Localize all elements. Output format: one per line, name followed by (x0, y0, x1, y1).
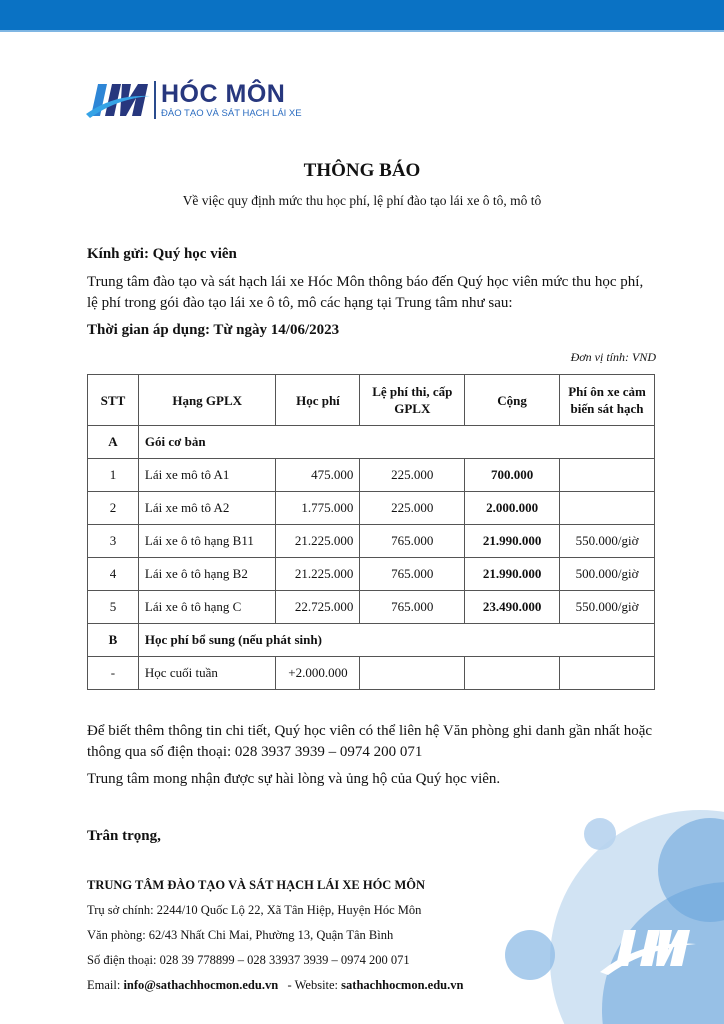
logo (86, 78, 302, 122)
cell-total: 700.000 (465, 459, 560, 492)
logo-title: HÓC MÔN (161, 79, 286, 108)
cell-name: Lái xe mô tô A2 (138, 492, 276, 525)
cell-total (465, 657, 560, 690)
cell-fee: 765.000 (360, 525, 465, 558)
header-stt: STT (88, 375, 139, 426)
table-row (88, 459, 655, 492)
table-row (88, 591, 655, 624)
cell-stt: 2 (88, 492, 139, 525)
footer-contact (87, 978, 463, 993)
decor-circle-inner (602, 882, 724, 1024)
page-subtitle: Về việc quy định mức thu học phí, lệ phí đào tạo lái xe ô tô, mô tô (182, 193, 542, 208)
unit-note: Đơn vị tính: VND (570, 350, 656, 364)
cell-fee: 225.000 (360, 459, 465, 492)
cell-total: 21.990.000 (465, 525, 560, 558)
cell-sensor (560, 492, 655, 525)
cell-name: Lái xe ô tô hạng B2 (138, 558, 276, 591)
section-a-stt: A (88, 426, 139, 459)
effective-date: Thời gian áp dụng: Từ ngày 14/06/2023 (87, 322, 340, 338)
intro-paragraph: Trung tâm đào tạo và sát hạch lái xe Hóc Môn thông báo đến Quý học viên mức thu học phí, lệ phí trong gói đào tạo lái xe ô tô, mô các hạng tại Trung tâm như sau: (87, 274, 644, 311)
page-title: THÔNG BÁO (303, 160, 421, 181)
cell-fee: 765.000 (360, 558, 465, 591)
cell-name: Lái xe ô tô hạng B11 (138, 525, 276, 558)
cell-name: Học cuối tuần (138, 657, 276, 690)
website-label: - Website: (278, 978, 342, 992)
cell-stt: 3 (88, 525, 139, 558)
footer-org: TRUNG TÂM ĐÀO TẠO VÀ SÁT HẠCH LÁI XE HÓC MÔN (87, 878, 426, 892)
section-a-label: Gói cơ bản (138, 426, 654, 459)
section-b-label: Học phí bổ sung (nếu phát sinh) (138, 624, 654, 657)
decor-circle-left (505, 930, 555, 980)
header-license-class: Hạng GPLX (138, 375, 276, 426)
cell-sensor: 550.000/giờ (560, 525, 655, 558)
header-tuition: Học phí (276, 375, 360, 426)
table-row (88, 492, 655, 525)
cell-fee (360, 657, 465, 690)
hm-logo-icon (86, 80, 152, 120)
top-bar (0, 0, 724, 32)
watermark-logo-icon (600, 930, 696, 975)
decor-circle-right (658, 818, 724, 922)
cell-total: 23.490.000 (465, 591, 560, 624)
cell-stt: - (88, 657, 139, 690)
section-row-b (88, 624, 655, 657)
table-row (88, 657, 655, 690)
table-row (88, 525, 655, 558)
footer-hq: Trụ sở chính: 2244/10 Quốc Lộ 22, Xã Tân Hiệp, Huyện Hóc Môn (87, 903, 422, 917)
logo-subtitle: ĐÀO TẠO VÀ SÁT HẠCH LÁI XE (161, 107, 302, 119)
cell-tuition: 1.775.000 (276, 492, 360, 525)
header-exam-fee: Lệ phí thi, cấp GPLX (360, 375, 465, 426)
cell-tuition: 21.225.000 (276, 558, 360, 591)
footer-office: Văn phòng: 62/43 Nhất Chi Mai, Phường 13, Quận Tân Bình (87, 928, 394, 942)
cell-sensor (560, 459, 655, 492)
section-row-a (88, 426, 655, 459)
closing-paragraph: Trung tâm mong nhận được sự hài lòng và ủng hộ của Quý học viên. (87, 771, 501, 787)
footer-phone: Số điện thoại: 028 39 778899 – 028 33937 3939 – 0974 200 071 (87, 953, 410, 967)
cell-name: Lái xe ô tô hạng C (138, 591, 276, 624)
cell-tuition: 475.000 (276, 459, 360, 492)
cell-sensor: 500.000/giờ (560, 558, 655, 591)
section-b-stt: B (88, 624, 139, 657)
website-link[interactable]: sathachhocmon.edu.vn (341, 978, 464, 992)
greeting: Kính gửi: Quý học viên (87, 246, 237, 262)
header-sensor-fee: Phí ôn xe cảm biến sát hạch (560, 375, 655, 426)
cell-stt: 1 (88, 459, 139, 492)
table-row (88, 558, 655, 591)
table-header-row (88, 375, 655, 426)
cell-fee: 765.000 (360, 591, 465, 624)
cell-sensor: 550.000/giờ (560, 591, 655, 624)
cell-tuition: 22.725.000 (276, 591, 360, 624)
contact-paragraph: Để biết thêm thông tin chi tiết, Quý học viên có thể liên hệ Văn phòng ghi danh gần nhất hoặc thông qua số điện thoại: 028 3937 3939 – 0974 200 071 (87, 723, 653, 760)
cell-fee: 225.000 (360, 492, 465, 525)
cell-name: Lái xe mô tô A1 (138, 459, 276, 492)
cell-tuition: 21.225.000 (276, 525, 360, 558)
fee-table (87, 374, 655, 690)
cell-stt: 4 (88, 558, 139, 591)
cell-stt: 5 (88, 591, 139, 624)
regards: Trân trọng, (87, 828, 161, 844)
email-label: Email: (87, 978, 124, 992)
cell-sensor (560, 657, 655, 690)
cell-total: 2.000.000 (465, 492, 560, 525)
cell-total: 21.990.000 (465, 558, 560, 591)
logo-divider (154, 81, 156, 119)
email-link[interactable]: info@sathachhocmon.edu.vn (123, 978, 279, 992)
cell-tuition: +2.000.000 (276, 657, 360, 690)
header-total: Cộng (465, 375, 560, 426)
